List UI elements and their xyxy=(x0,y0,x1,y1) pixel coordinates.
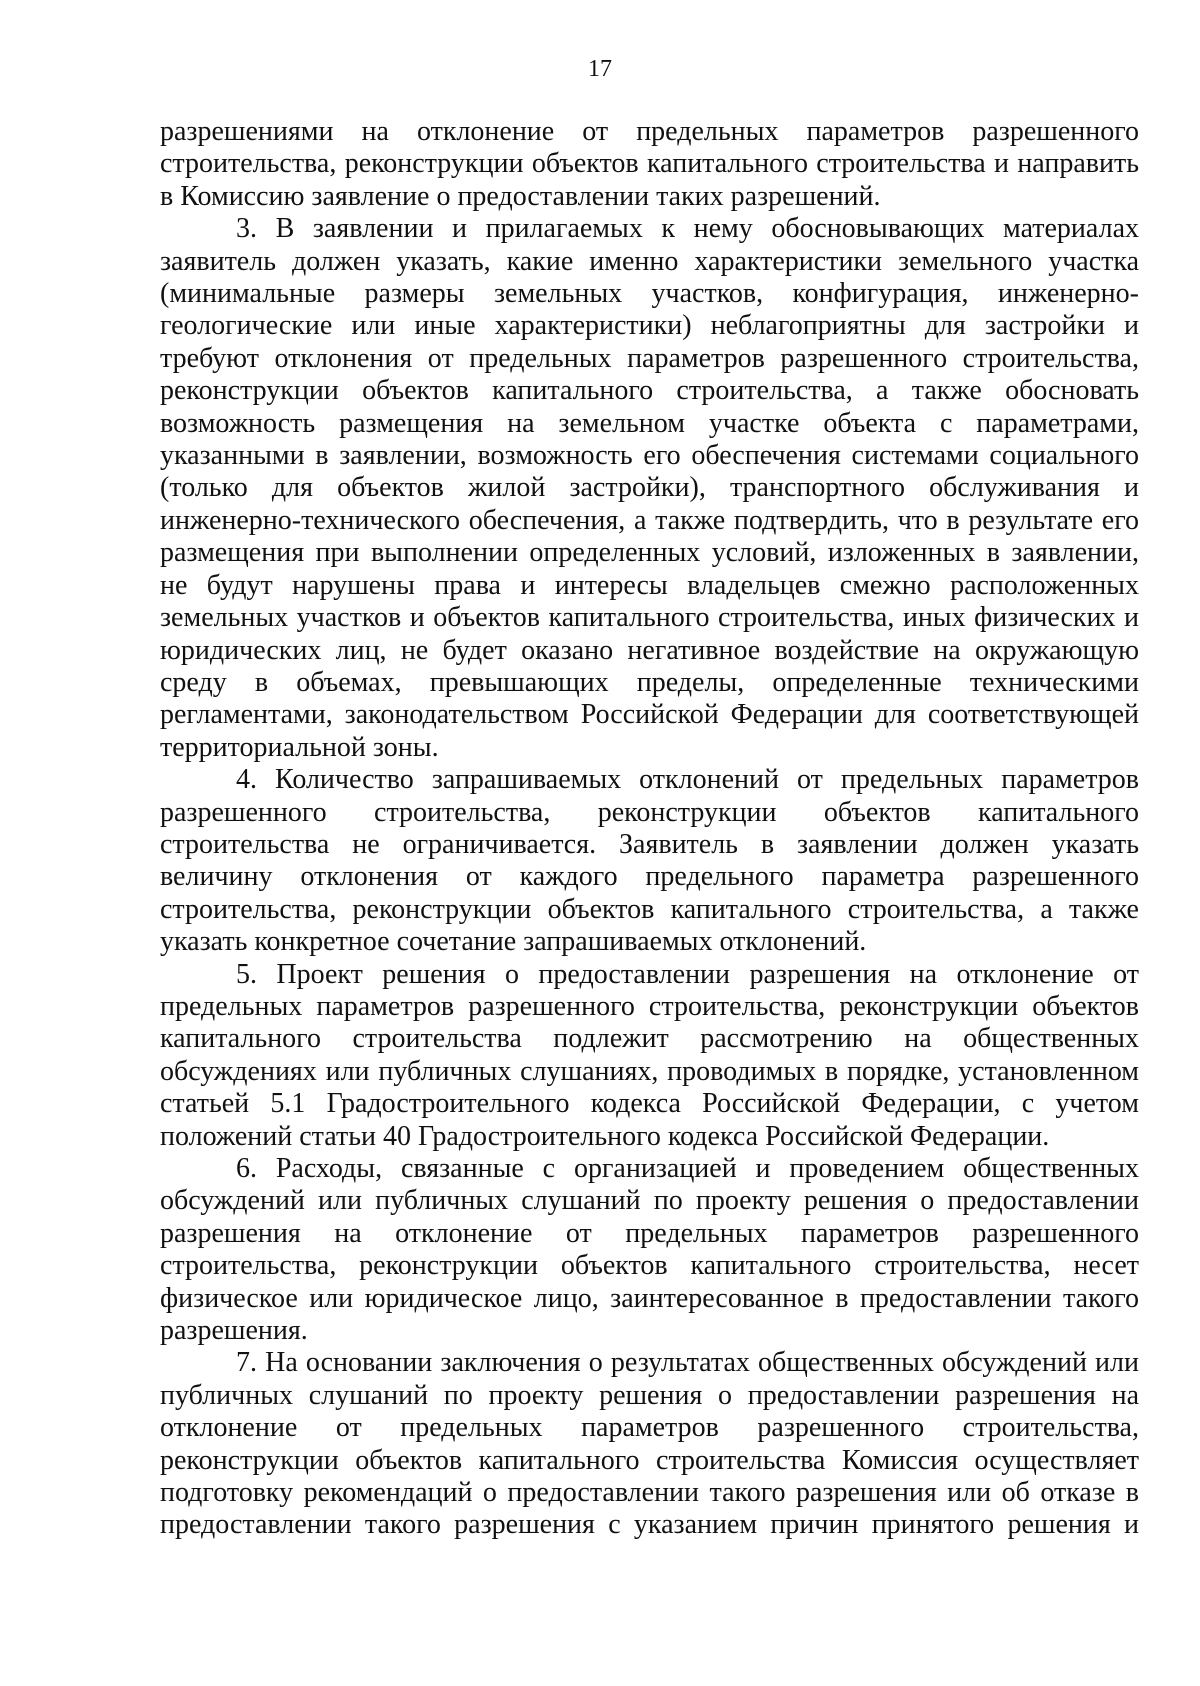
page-number: 17 xyxy=(588,56,612,82)
document-body xyxy=(160,116,1139,1542)
paragraph-item-4: 4. Количество запрашиваемых отклонений от предельных параметров разрешенного строительства, реконструкции объектов капитального строительства не ограничивается. Заявитель в заявлении должен указать величину отклонения от каждого предельного параметра разрешенного строительства, реконструкции объектов капитального строительства, а также указать конкретное сочетание запрашиваемых отклонений. xyxy=(160,764,1139,958)
paragraph-item-5: 5. Проект решения о предоставлении разрешения на отклонение от предельных параметров разрешенного строительства, реконструкции объектов капитального строительства подлежит рассмотрению на общественных обсуждениях или публичных слушаниях, проводимых в порядке, установленном статьей 5.1 Градостроительного кодекса Российской Федерации, с учетом положений статьи 40 Градостроительного кодекса Российской Федерации. xyxy=(160,958,1139,1152)
paragraph-continuation: разрешениями на отклонение от предельных параметров разрешенного строительства, реконструкции объектов капитального строительства и направить в Комиссию заявление о предоставлении таких разрешений. xyxy=(160,116,1139,212)
paragraph-item-7: 7. На основании заключения о результатах общественных обсуждений или публичных слушаний по проекту решения о предоставлении разрешения на отклонение от предельных параметров разрешенного строительства, реконструкции объектов капитального строительства Комиссия осуществляет подготовку рекомендаций о предоставлении такого разрешения или об отказе в предоставлении такого разрешения с указанием причин принятого решения и xyxy=(160,1347,1139,1541)
paragraph-item-3: 3. В заявлении и прилагаемых к нему обосновывающих материалах заявитель должен указать, какие именно характеристики земельного участка (минимальные размеры земельных участков, конфигурация, инженерно-геологические или иные характеристики) неблагоприятны для застройки и требуют отклонения от предельных параметров разрешенного строительства, реконструкции объектов капитального строительства, а также обосновать возможность размещения на земельном участке объекта с параметрами, указанными в заявлении, возможность его обеспечения системами социального (только для объектов жилой застройки), транспортного обслуживания и инженерно-технического обеспечения, а также подтвердить, что в результате его размещения при выполнении определенных условий, изложенных в заявлении, не будут нарушены права и интересы владельцев смежно расположенных земельных участков и объектов капитального строительства, иных физических и юридических лиц, не будет оказано негативное воздействие на окружающую среду в объемах, превышающих пределы, определенные техническими регламентами, законодательством Российской Федерации для соответствующей территориальной зоны. xyxy=(160,213,1139,763)
paragraph-item-6: 6. Расходы, связанные с организацией и проведением общественных обсуждений или публичных слушаний по проекту решения о предоставлении разрешения на отклонение от предельных параметров разрешенного строительства, реконструкции объектов капитального строительства, несет физическое или юридическое лицо, заинтересованное в предоставлении такого разрешения. xyxy=(160,1153,1139,1347)
